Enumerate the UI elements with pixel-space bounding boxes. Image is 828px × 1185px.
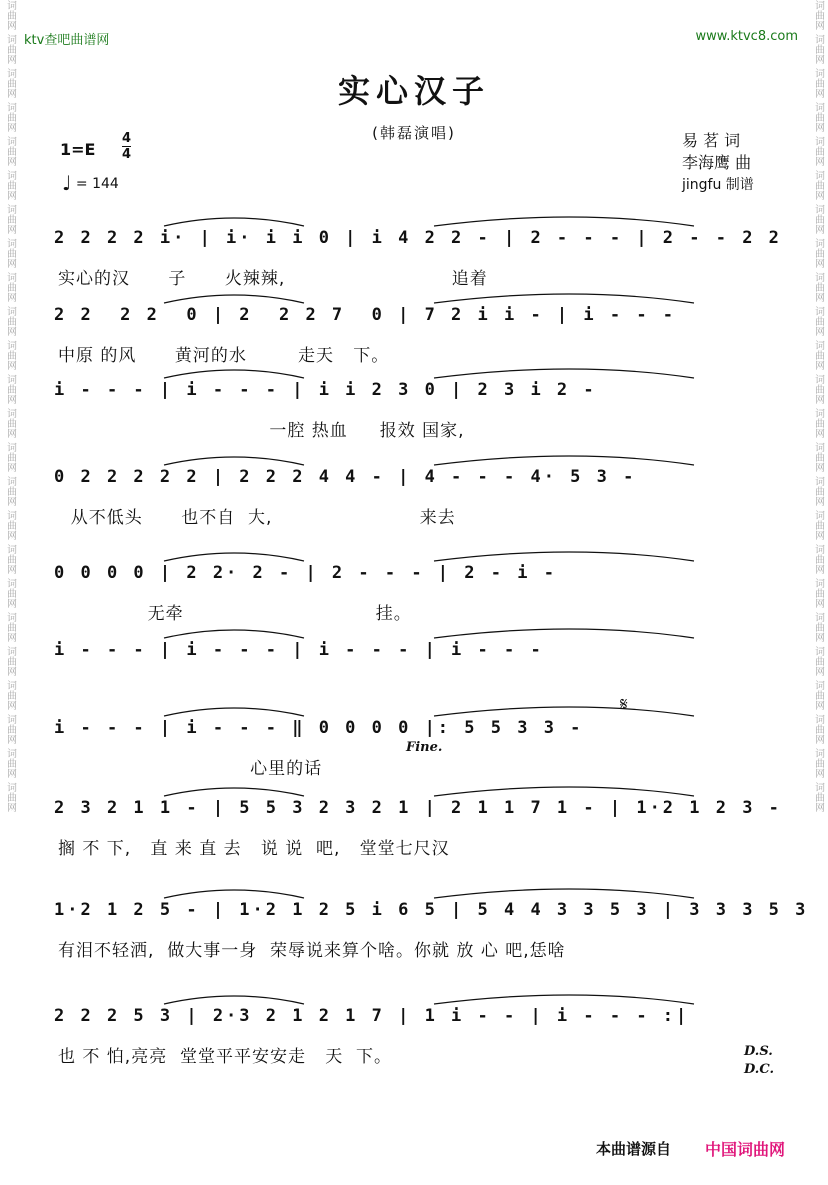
- sidebar-watermark-text: 词曲网: [4, 204, 16, 234]
- sidebar-watermark-text: 词曲网: [4, 0, 16, 30]
- sidebar-watermark-text: 词曲网: [812, 0, 824, 30]
- notation-line: i - - - | i - - - ‖ 0 0 0 0 |: 5 5 3 3 -: [54, 718, 584, 738]
- sidebar-watermark-text: 词曲网: [4, 578, 16, 608]
- sidebar-watermark-text: 词曲网: [4, 272, 16, 302]
- notation-line: i - - - | i - - - | i - - - | i - - -: [54, 640, 544, 660]
- lyrics-line: 一腔 热血 报效 国家,: [58, 421, 465, 441]
- sidebar-watermark-text: 词曲网: [812, 102, 824, 132]
- sidebar-watermark-text: 词曲网: [4, 374, 16, 404]
- time-signature-top: 4: [122, 131, 132, 146]
- sidebar-watermark-text: 词曲网: [4, 476, 16, 506]
- sidebar-watermark-text: 词曲网: [4, 136, 16, 166]
- slur-marks: [54, 360, 774, 382]
- sidebar-watermark-text: 词曲网: [812, 680, 824, 710]
- sidebar-watermark-text: 词曲网: [812, 306, 824, 336]
- sidebar-watermark-text: 词曲网: [812, 748, 824, 778]
- header-left-site[interactable]: ktv查吧曲谱网: [24, 33, 110, 48]
- notation-line: 2 2 2 2 i· | i· i i 0 | i 4 2 2 - | 2 - - - | 2 - - 2 2: [54, 228, 782, 248]
- song-subtitle: (韩磊演唱): [372, 124, 456, 142]
- sidebar-watermark-text: 词曲网: [812, 544, 824, 574]
- sidebar-watermark-text: 词曲网: [4, 612, 16, 642]
- lyrics-line: 有泪不轻洒, 做大事一身 荣辱说来算个啥。你就 放 心 吧,恁啥: [58, 941, 566, 961]
- sidebar-watermark-text: 词曲网: [4, 680, 16, 710]
- sidebar-watermark-text: 词曲网: [812, 238, 824, 268]
- sidebar-watermark-text: 词曲网: [4, 408, 16, 438]
- sidebar-watermark-text: 词曲网: [4, 102, 16, 132]
- right-watermark-strip: [810, 0, 826, 1185]
- sidebar-watermark-text: 词曲网: [812, 68, 824, 98]
- dc-mark: D.C.: [744, 1062, 774, 1077]
- segno-icon: 𝄋: [620, 694, 628, 715]
- sidebar-watermark-text: 词曲网: [812, 204, 824, 234]
- sidebar-watermark-text: 词曲网: [4, 782, 16, 812]
- footer-source-site[interactable]: 中国词曲网: [705, 1140, 786, 1159]
- notation-line: 2 3 2 1 1 - | 5 5 3 2 3 2 1 | 2 1 1 7 1 - | 1·2 1 2 3 -: [54, 798, 782, 818]
- sidebar-watermark-text: 词曲网: [812, 714, 824, 744]
- slur-marks: [54, 447, 774, 469]
- sidebar-watermark-text: 词曲网: [4, 510, 16, 540]
- sidebar-watermark-text: 词曲网: [4, 442, 16, 472]
- slur-marks: [54, 778, 774, 800]
- left-watermark-strip: [2, 0, 18, 1185]
- lyrics-line: 实心的汉 子 火辣辣, 追着: [58, 269, 488, 289]
- footer-source-label: 本曲谱源自: [596, 1140, 672, 1158]
- sidebar-watermark-text: 词曲网: [4, 68, 16, 98]
- ds-mark: D.S.: [744, 1044, 773, 1059]
- header-right-url[interactable]: www.ktvc8.com: [695, 29, 798, 44]
- sidebar-watermark-text: 词曲网: [4, 646, 16, 676]
- tempo-mark: [62, 171, 119, 195]
- lyrics-line: 搁 不 下, 直 来 直 去 说 说 吧, 堂堂七尺汉: [58, 839, 450, 859]
- sidebar-watermark-text: 词曲网: [812, 272, 824, 302]
- sidebar-watermark-text: 词曲网: [4, 34, 16, 64]
- slur-marks: [54, 208, 774, 230]
- sidebar-watermark-text: 词曲网: [812, 476, 824, 506]
- sidebar-watermark-text: 词曲网: [812, 136, 824, 166]
- sidebar-watermark-text: 词曲网: [812, 612, 824, 642]
- key-signature: 1=E: [60, 140, 96, 159]
- time-signature: [122, 131, 131, 162]
- notation-line: 1·2 1 2 5 - | 1·2 1 2 5 i 6 5 | 5 4 4 3 3 5 3 | 3 3 3 5 3: [54, 900, 809, 920]
- sidebar-watermark-text: 词曲网: [4, 340, 16, 370]
- notation-line: i - - - | i - - - | i i 2 3 0 | 2 3 i 2 -: [54, 380, 597, 400]
- sidebar-watermark-text: 词曲网: [4, 714, 16, 744]
- sidebar-watermark-text: 词曲网: [812, 170, 824, 200]
- sidebar-watermark-text: 词曲网: [4, 238, 16, 268]
- notation-line: 2 2 2 2 0 | 2 2 2 7 0 | 7 2 i i - | i - - -: [54, 305, 677, 325]
- sidebar-watermark-text: 词曲网: [812, 510, 824, 540]
- sidebar-watermark-text: 词曲网: [4, 748, 16, 778]
- notation-line: 2 2 2 5 3 | 2·3 2 1 2 1 7 | 1 i - - | i - - - :|: [54, 1006, 690, 1026]
- sidebar-watermark-text: 词曲网: [4, 544, 16, 574]
- song-title: 实心汉子: [337, 72, 490, 110]
- tempo-value: = 144: [75, 176, 119, 192]
- sidebar-watermark-text: 词曲网: [812, 646, 824, 676]
- notation-line: 0 0 0 0 | 2 2· 2 - | 2 - - - | 2 - i -: [54, 563, 557, 583]
- sidebar-watermark-text: 词曲网: [4, 170, 16, 200]
- lyricist-credit: 易 茗 词: [682, 131, 741, 150]
- sidebar-watermark-text: 词曲网: [812, 374, 824, 404]
- slur-marks: [54, 543, 774, 565]
- lyrics-line: 无牵 挂。: [58, 604, 412, 624]
- slur-marks: [54, 880, 774, 902]
- slur-marks: [54, 986, 774, 1008]
- time-signature-bottom: 4: [122, 147, 132, 162]
- sidebar-watermark-text: 词曲网: [4, 306, 16, 336]
- lyrics-line: 心里的话: [58, 759, 323, 779]
- sidebar-watermark-text: 词曲网: [812, 340, 824, 370]
- sidebar-watermark-text: 词曲网: [812, 578, 824, 608]
- notation-line: 0 2 2 2 2 2 | 2 2 2 4 4 - | 4 - - - 4· 5 3 -: [54, 467, 637, 487]
- slur-marks: [54, 620, 774, 642]
- composer-credit: 李海鹰 曲: [682, 153, 752, 172]
- sidebar-watermark-text: 词曲网: [812, 782, 824, 812]
- fine-mark: Fine.: [406, 740, 443, 755]
- quarter-note-icon: ♩: [62, 171, 72, 195]
- slur-marks: [54, 285, 774, 307]
- slur-marks: [54, 698, 774, 720]
- sidebar-watermark-text: 词曲网: [812, 408, 824, 438]
- lyrics-line: 也 不 怕,亮亮 堂堂平平安安走 天 下。: [58, 1047, 393, 1067]
- sidebar-watermark-text: 词曲网: [812, 442, 824, 472]
- sidebar-watermark-text: 词曲网: [812, 34, 824, 64]
- arranger-credit: jingfu 制谱: [682, 177, 754, 193]
- lyrics-line: 从不低头 也不自 大, 来去: [58, 508, 456, 528]
- lyrics-line: 中原 的风 黄河的水 走天 下。: [58, 346, 390, 366]
